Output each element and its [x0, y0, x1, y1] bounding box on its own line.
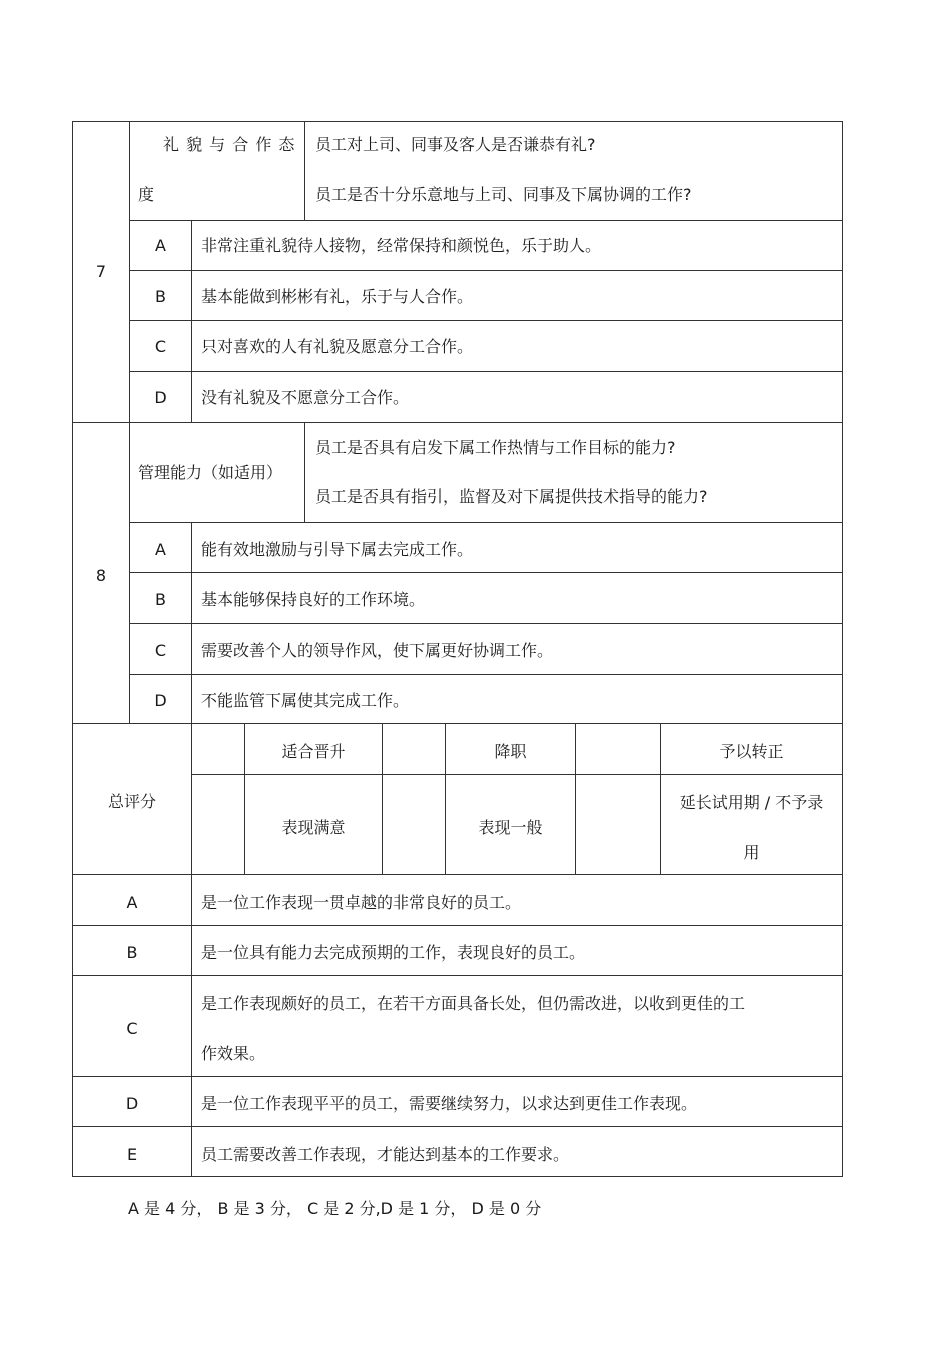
section-7-title-line1: 礼 貌 与 合 作 态 — [163, 135, 296, 154]
summary-r2-checkbox-3[interactable] — [575, 774, 661, 875]
summary-r2-label-1: 表现满意 — [281, 818, 346, 837]
section-8-title: 管理能力（如适用） — [138, 463, 283, 482]
section-7-option-c: 只对喜欢的人有礼貌及愿意分工合作。 — [201, 337, 474, 356]
section-8-option-b: 基本能够保持良好的工作环境。 — [201, 590, 426, 609]
section-7-option-a: 非常注重礼貌待人接物，经常保持和颜悦色，乐于助人。 — [201, 236, 602, 255]
section-8-grade-c: C — [154, 641, 167, 660]
section-7-grade-c: C — [154, 337, 167, 356]
summary-r1-checkbox-3[interactable] — [575, 723, 661, 775]
rating-a-text: 是一位工作表现一贯卓越的非常良好的员工。 — [201, 893, 522, 912]
section-8-grade-d: D — [154, 691, 167, 710]
rating-d-grade: D — [125, 1094, 139, 1113]
summary-r1-checkbox-2[interactable] — [382, 723, 446, 775]
rating-c-grade: C — [126, 1019, 138, 1038]
section-7-grade-b: B — [155, 287, 166, 306]
summary-extend-line1: 延长试用期 / 不予录 — [679, 793, 824, 812]
section-7-grade-d: D — [154, 388, 167, 407]
section-7-title-line2: 度 — [138, 185, 155, 204]
section-8-grade-a: A — [155, 540, 166, 559]
rating-c-text-line1: 是工作表现颇好的员工，在若干方面具备长处，但仍需改进，以收到更佳的工 — [201, 994, 746, 1013]
section-8-option-c: 需要改善个人的领导作风，使下属更好协调工作。 — [201, 641, 554, 660]
summary-extend-line2: 用 — [743, 843, 760, 862]
section-8-option-d: 不能监管下属使其完成工作。 — [201, 691, 410, 710]
rating-b-grade: B — [126, 943, 138, 962]
summary-r1-label-2: 降职 — [494, 742, 527, 761]
section-7-question-2: 员工是否十分乐意地与上司、同事及下属协调的工作? — [315, 185, 692, 204]
section-8-question-2: 员工是否具有指引，监督及对下属提供技术指导的能力? — [315, 487, 708, 506]
summary-r2-checkbox-2[interactable] — [382, 774, 446, 875]
section-7-question-1: 员工对上司、同事及客人是否谦恭有礼? — [315, 135, 596, 154]
section-8-option-a: 能有效地激励与引导下属去完成工作。 — [201, 540, 474, 559]
section-7-grade-a: A — [155, 236, 166, 255]
section-8-number: 8 — [95, 566, 107, 585]
rating-e-grade: E — [126, 1145, 138, 1164]
rating-b-text: 是一位具有能力去完成预期的工作，表现良好的员工。 — [201, 943, 586, 962]
rating-e-text: 员工需要改善工作表现，才能达到基本的工作要求。 — [201, 1145, 570, 1164]
summary-r1-label-1: 适合晋升 — [281, 742, 346, 761]
scoring-note: A 是 4 分， B 是 3 分， C 是 2 分,D 是 1 分， D 是 0 分 — [128, 1199, 542, 1218]
section-7-option-d: 没有礼貌及不愿意分工合作。 — [201, 388, 410, 407]
rating-c-text-cell — [191, 975, 843, 1077]
summary-r2-checkbox-1[interactable] — [191, 774, 245, 875]
summary-r1-label-3: 予以转正 — [719, 742, 784, 761]
section-7-number: 7 — [95, 262, 107, 281]
section-7-option-b: 基本能做到彬彬有礼，乐于与人合作。 — [201, 287, 474, 306]
rating-d-text: 是一位工作表现平平的员工，需要继续努力，以求达到更佳工作表现。 — [201, 1094, 698, 1113]
rating-a-grade: A — [126, 893, 138, 912]
section-8-grade-b: B — [155, 590, 166, 609]
summary-r2-label-2: 表现一般 — [478, 818, 543, 837]
rating-c-text-line2: 作效果。 — [201, 1044, 266, 1063]
summary-r1-checkbox-1[interactable] — [191, 723, 245, 775]
summary-label: 总评分 — [107, 792, 156, 811]
section-8-question-1: 员工是否具有启发下属工作热情与工作目标的能力? — [315, 438, 676, 457]
